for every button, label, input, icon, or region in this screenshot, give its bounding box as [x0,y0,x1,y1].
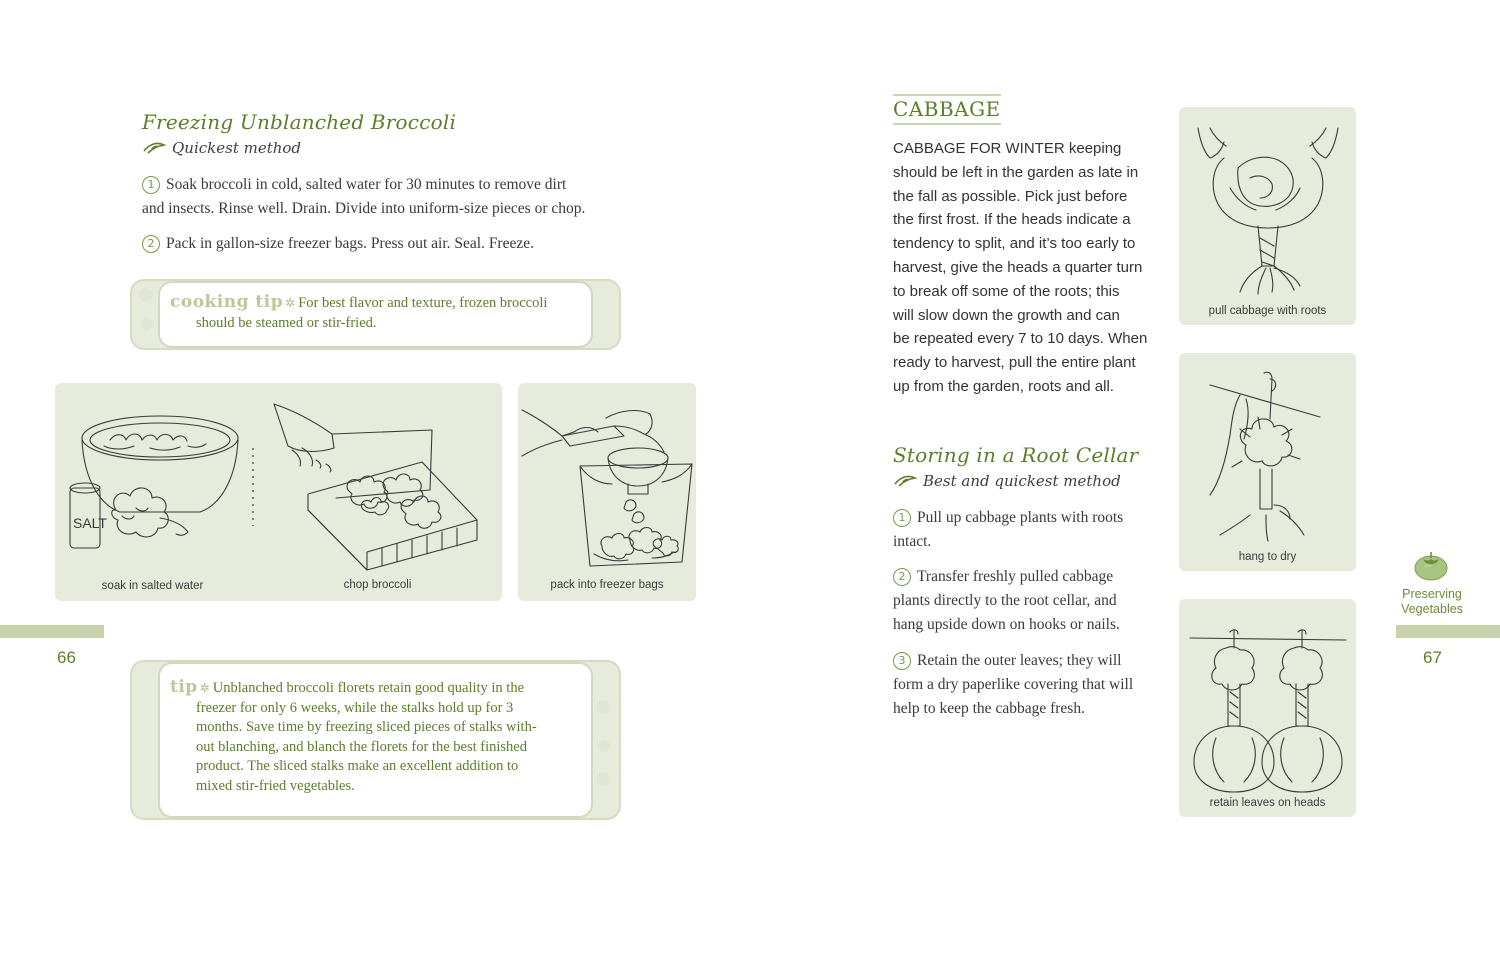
section-subtitle: Storing in a Root Cellar [893,443,1139,467]
method-label: Quickest method [172,139,302,157]
step-text: intact. [893,533,932,550]
leaf-icon [893,474,917,488]
salt-label: SALT [73,515,107,531]
bowl-illustration [60,400,260,570]
step-number: 1 [893,509,911,527]
method-line [142,139,301,157]
page-number: 67 [1423,648,1442,667]
retain-leaves-illustration [1186,622,1350,794]
body-line: tendency to split, and it’s too early to [893,235,1136,253]
step-text: plants directly to the root cellar, and [893,592,1117,609]
body-line: harvest, give the heads a quarter turn [893,258,1143,276]
tip-line: product. The sliced stalks make an excellent addition to [196,758,519,774]
step-2 [142,232,622,256]
page-number: 66 [57,648,76,667]
tomato-icon [1413,549,1449,581]
section-tab-line: Vegetables [1401,602,1463,616]
caption-pack: pack into freezer bags [550,579,664,591]
step-2 [893,565,1163,637]
step-text: Retain the outer leaves; they will [917,652,1122,669]
body-line: should be left in the garden as late in [893,163,1139,181]
cooking-tip-label: cooking tip [170,292,284,312]
method-label: Best and quickest method [923,472,1121,490]
tip-line: freezer for only 6 weeks, while the stalks hold up for 3 [196,699,514,716]
tip-line: mixed stir-fried vegetables. [196,777,355,794]
hang-to-dry-illustration [1190,365,1346,545]
caption-hang: hang to dry [1238,551,1297,563]
cooking-tip-text [170,293,590,333]
tip-text [170,678,590,796]
section-tab [1390,587,1474,617]
step-text: Pull up cabbage plants with roots [917,509,1124,526]
decor-dot [141,318,153,330]
step-1 [142,173,622,221]
tip-line: Unblanched broccoli florets retain good quality in the [212,680,525,696]
step-number: 1 [142,176,160,194]
section-title: Freezing Unblanched Broccoli [142,110,457,134]
star-icon: ✲ [285,296,296,310]
step-text: Transfer freshly pulled cabbage [917,568,1114,585]
leaf-icon [142,141,166,155]
caption-retain: retain leaves on heads [1209,797,1326,809]
body-line: ready to harvest, pull the entire plant [893,354,1136,372]
method-line [893,472,1121,490]
body-line: the first frost. If the heads indicate a [893,211,1131,229]
step-text: help to keep the cabbage fresh. [893,700,1085,717]
step-text: hang upside down on hooks or nails. [893,616,1120,633]
step-number: 2 [142,235,160,253]
step-text: form a dry paperlike covering that will [893,676,1134,693]
tip-line: months. Save time by freezing sliced pieces of stalks with- [196,719,537,735]
caption-soak: soak in salted water [101,580,204,592]
star-icon: ✲ [199,681,210,695]
page-edge-strip [0,625,104,638]
step-1 [893,506,1163,554]
page-edge-strip [1396,625,1500,638]
dotted-divider [250,448,256,528]
tip-line: should be steamed or stir-fried. [196,314,377,331]
decor-dot [596,700,610,714]
section-heading: CABBAGE [893,94,1001,125]
body-line: CABBAGE FOR WINTER keeping [893,140,1122,157]
body-line: up from the garden, roots and all. [893,377,1114,395]
caption-pull: pull cabbage with roots [1208,305,1327,317]
step-text: Pack in gallon-size freezer bags. Press out air. Seal. Freeze. [166,235,534,252]
step-3 [893,649,1163,721]
body-line: will slow down the growth and can [893,306,1120,324]
body-line: the fall as possible. Pick just before [893,187,1128,205]
cabbage-body-text [893,137,1168,399]
chop-illustration [272,400,497,570]
caption-chop: chop broccoli [343,579,412,591]
body-line: be repeated every 7 to 10 days. When [893,330,1148,348]
step-number: 2 [893,568,911,586]
tip-line: For best flavor and texture, frozen broccoli [298,295,548,311]
pull-cabbage-illustration [1190,118,1346,298]
section-tab-line: Preserving [1402,587,1462,601]
tip-label: tip [170,677,198,697]
decor-dot [598,740,610,752]
step-text: and insects. Rinse well. Drain. Divide into uniform-size pieces or chop. [142,200,586,217]
body-line: to break off some of the roots; this [893,282,1120,300]
step-number: 3 [893,652,911,670]
step-text: Soak broccoli in cold, salted water for 30 minutes to remove dirt [166,176,567,193]
decor-dot [139,288,153,302]
tip-line: out blanching, and blanch the florets for the best finished [196,738,527,755]
freezer-bag-illustration [522,396,692,568]
decor-dot [596,772,610,786]
